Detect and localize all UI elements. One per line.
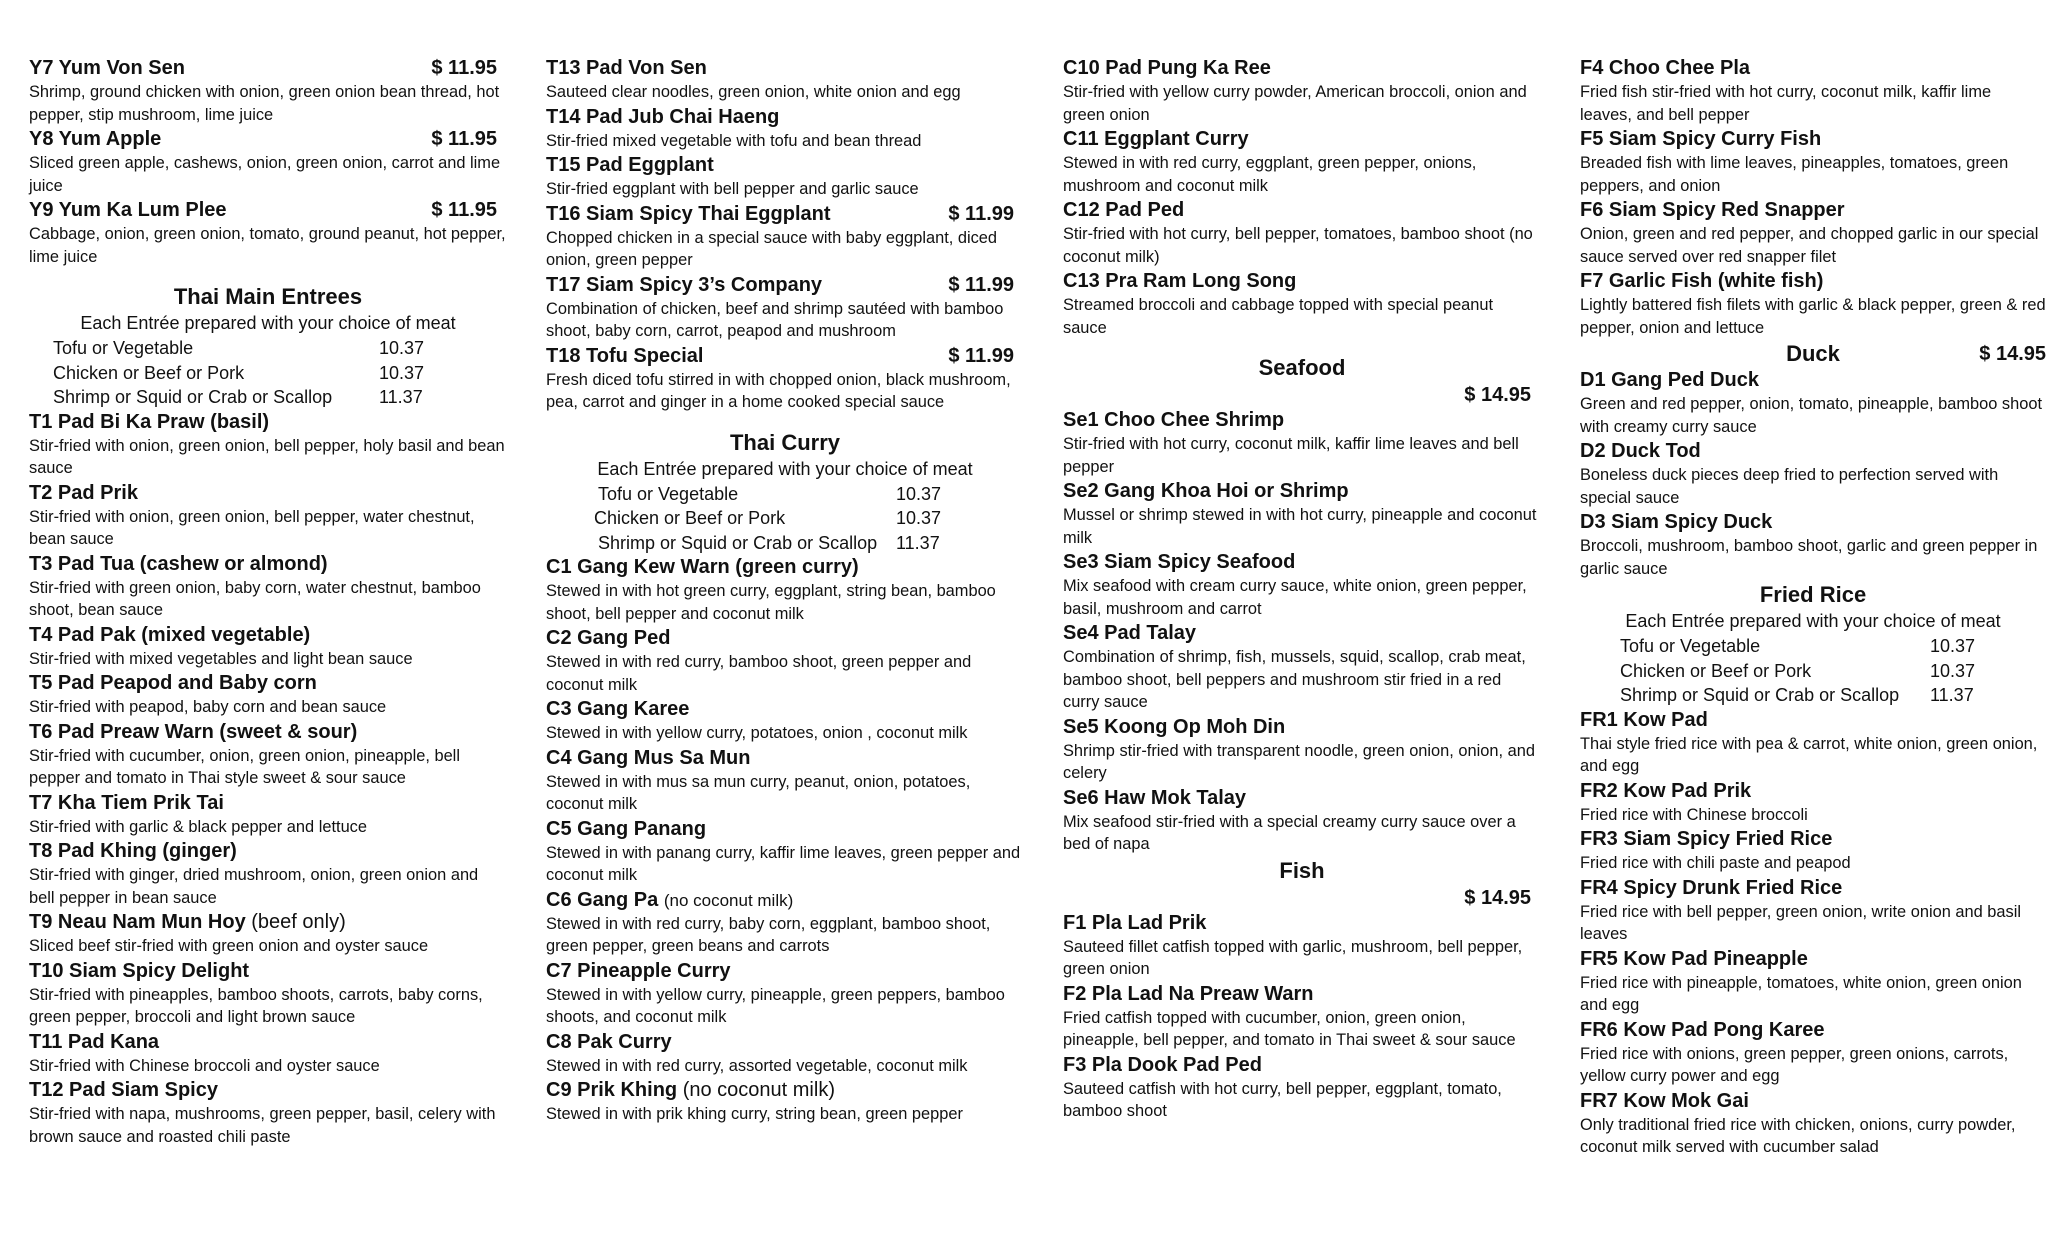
choice-label: Chicken or Beef or Pork (1620, 660, 1812, 681)
item-description: Fried rice with Chinese broccoli (1580, 805, 1808, 824)
item-name: Se2 Gang Khoa Hoi or Shrimp (1063, 480, 1349, 502)
menu-item (546, 746, 1024, 816)
item-name: F6 Siam Spicy Red Snapper (1580, 199, 1845, 221)
choice-price: 10.37 (379, 362, 425, 383)
section-title-fish: Fish (1279, 857, 1325, 883)
menu-item (1580, 439, 2046, 509)
menu-item (546, 153, 1024, 201)
item-name: C11 Eggplant Curry (1063, 128, 1249, 150)
item-name: F1 Pla Lad Prik (1063, 911, 1207, 934)
choice-label: Shrimp or Squid or Crab or Scallop (598, 532, 878, 553)
menu-item (29, 127, 507, 197)
choice-row (546, 531, 1024, 556)
item-description: Stewed in with hot green curry, eggplant, string bean, bamboo shoot, bell pepper and coconut milk (546, 582, 996, 623)
choice-price: 11.37 (1930, 685, 1974, 705)
item-description: Mix seafood stir-fried with a special creamy curry sauce over a bed of napa (1063, 812, 1516, 853)
item-name: T13 Pad Von Sen (546, 57, 707, 79)
item-name: T11 Pad Kana (29, 1030, 160, 1053)
item-description: Sliced green apple, cashews, onion, green onion, carrot and lime juice (29, 154, 501, 195)
item-name: T15 Pad Eggplant (546, 154, 714, 176)
menu-column-1 (29, 56, 507, 1149)
section-price: $ 14.95 (1979, 343, 2046, 365)
menu-item (1063, 621, 1541, 714)
menu-item (29, 1030, 507, 1078)
item-description: Stewed in with yellow curry, potatoes, onion , coconut milk (546, 724, 968, 742)
item-name: T6 Pad Preaw Warn (sweet & sour) (29, 720, 358, 743)
menu-item (1580, 876, 2046, 946)
item-note: (beef only) (251, 911, 346, 933)
menu-item (1063, 550, 1541, 620)
item-description: Fried rice with chili paste and peapod (1580, 854, 1851, 872)
item-name: C2 Gang Ped (546, 627, 671, 649)
menu-item (29, 910, 507, 958)
item-name: T5 Pad Peapod and Baby corn (29, 672, 317, 694)
item-description: Stir-fried with yellow curry powder, American broccoli, onion and green onion (1063, 83, 1527, 124)
item-description: Sauteed clear noodles, green onion, white onion and egg (546, 83, 961, 101)
choice-intro: Each Entrée prepared with your choice of meat (80, 313, 456, 333)
item-name: T2 Pad Prik (29, 481, 138, 504)
item-description: Boneless duck pieces deep fried to perfection served with special sauce (1580, 466, 1999, 507)
item-name: FR2 Kow Pad Prik (1580, 779, 1752, 802)
section-price: $ 14.95 (1464, 886, 1531, 909)
menu-item (546, 626, 1024, 696)
choice-row (1580, 659, 2046, 684)
section-title-thai-curry: Thai Curry (729, 429, 841, 455)
choice-row (29, 361, 507, 386)
item-note: (no coconut milk) (682, 1079, 835, 1101)
menu-item (1580, 510, 2046, 580)
item-name: C9 Prik Khing (546, 1079, 678, 1101)
item-price: $ 11.99 (948, 344, 1014, 367)
item-description: Stir-fried with pineapples, bamboo shoots, carrots, baby corns, green pepper, broccoli and light brown sauce (29, 985, 483, 1026)
item-name: C3 Gang Karee (546, 698, 690, 720)
item-description: Stewed in with panang curry, kaffir lime leaves, green pepper and coconut milk (546, 843, 1021, 884)
item-name: FR4 Spicy Drunk Fried Rice (1580, 876, 1843, 899)
section-price: $ 14.95 (1464, 384, 1531, 406)
choice-label: Tofu or Vegetable (1620, 636, 1761, 656)
menu-item (29, 839, 507, 909)
item-description: Stir-fried mixed vegetable with tofu and bean thread (546, 131, 922, 150)
item-name: Se5 Koong Op Moh Din (1063, 715, 1286, 738)
item-description: Mussel or shrimp stewed in with hot curry, pineapple and coconut milk (1063, 506, 1537, 547)
item-description: Fried rice with onions, green pepper, green onions, carrots, yellow curry power and egg (1580, 1044, 2009, 1085)
menu-item (1580, 198, 2046, 268)
item-name: FR6 Kow Pad Pong Karee (1580, 1018, 1825, 1041)
menu-item (1580, 269, 2046, 339)
item-name: C12 Pad Ped (1063, 199, 1185, 221)
item-description: Sauteed catfish with hot curry, bell pepper, eggplant, tomato, bamboo shoot (1063, 1079, 1502, 1120)
menu-column-4 (1580, 56, 2046, 1160)
item-description: Stir-fried with onion, green onion, bell pepper, water chestnut, bean sauce (29, 507, 475, 548)
section-title-thai-main-entrees: Thai Main Entrees (173, 284, 363, 309)
menu-item (29, 623, 507, 671)
item-description: Only traditional fried rice with chicken, onions, curry powder, coconut milk served with cucumber salad (1580, 1115, 2016, 1156)
menu-item (29, 56, 507, 126)
item-description: Cabbage, onion, green onion, tomato, ground peanut, hot pepper, lime juice (29, 225, 506, 266)
menu-item (1580, 708, 2046, 778)
item-description: Breaded fish with lime leaves, pineapples, tomatoes, green peppers, and onion (1580, 154, 2009, 195)
item-name: T7 Kha Tiem Prik Tai (29, 791, 224, 814)
item-description: Stir-fried eggplant with bell pepper and garlic sauce (546, 180, 919, 198)
item-description: Stewed in with prik khing curry, string bean, green pepper (546, 1105, 963, 1123)
choice-row (546, 506, 1024, 531)
menu-item (1580, 1018, 2046, 1088)
item-name: C6 Gang Pa (546, 888, 659, 911)
item-name: F3 Pla Dook Pad Ped (1063, 1053, 1262, 1076)
menu-item (29, 791, 507, 839)
item-name: T9 Neau Nam Mun Hoy (29, 911, 246, 933)
item-name: T18 Tofu Special (546, 344, 704, 367)
item-description: Broccoli, mushroom, bamboo shoot, garlic and green pepper in garlic sauce (1580, 537, 2038, 578)
item-name: T3 Pad Tua (cashew or almond) (29, 552, 328, 575)
choice-label: Shrimp or Squid or Crab or Scallop (53, 387, 333, 407)
item-name: T1 Pad Bi Ka Praw (basil) (29, 410, 270, 433)
choice-label: Chicken or Beef or Pork (594, 508, 786, 528)
item-description: Fried catfish topped with cucumber, onion, green onion, pineapple, bell pepper, and tomato in Thai sweet & sour sauce (1063, 1008, 1516, 1049)
menu-item (29, 720, 507, 790)
item-description: Mix seafood with cream curry sauce, white onion, green pepper, basil, mushroom and carrot (1063, 577, 1527, 618)
choice-price: 11.37 (896, 532, 940, 553)
item-description: Chopped chicken in a special sauce with baby eggplant, diced onion, green pepper (546, 228, 998, 269)
choice-label: Shrimp or Squid or Crab or Scallop (1620, 685, 1900, 705)
menu-column-3 (1063, 56, 1541, 1124)
item-description: Onion, green and red pepper, and chopped garlic in our special sauce served over red snapper filet (1580, 225, 2039, 266)
item-description: Stir-fried with onion, green onion, bell pepper, holy basil and bean sauce (29, 436, 505, 477)
item-description: Stir-fried with hot curry, coconut milk, kaffir lime leaves and bell pepper (1063, 435, 1519, 476)
item-name: C5 Gang Panang (546, 817, 707, 840)
item-name: T10 Siam Spicy Delight (29, 959, 250, 982)
item-name: T16 Siam Spicy Thai Eggplant (546, 202, 831, 225)
menu-item (546, 105, 1024, 153)
menu-item (29, 1078, 507, 1148)
item-name: C1 Gang Kew Warn (green curry) (546, 556, 859, 578)
item-description: Stewed in with red curry, bamboo shoot, green pepper and coconut milk (546, 653, 972, 694)
menu-item (1063, 715, 1541, 785)
choice-price: 10.37 (896, 508, 942, 528)
item-description: Stir-fried with peapod, baby corn and bean sauce (29, 698, 387, 716)
item-price: $ 11.95 (431, 128, 497, 150)
item-description: Streamed broccoli and cabbage topped with special peanut sauce (1063, 296, 1494, 337)
menu-column-2 (546, 56, 1024, 1127)
item-name: C7 Pineapple Curry (546, 959, 731, 982)
section-title-seafood: Seafood (1258, 355, 1346, 380)
menu-item (546, 273, 1024, 343)
menu-item (546, 56, 1024, 104)
item-name: C8 Pak Curry (546, 1030, 672, 1053)
item-name: F7 Garlic Fish (white fish) (1580, 270, 1824, 292)
item-description: Stir-fried with cucumber, onion, green onion, pineapple, bell pepper and tomato in Thai style sweet & sour sauce (29, 746, 460, 787)
item-note: (no coconut milk) (663, 890, 794, 910)
menu-item (546, 1078, 1024, 1126)
item-description: Stir-fried with ginger, dried mushroom, onion, green onion and bell pepper in bean sauce (29, 866, 479, 907)
item-description: Stir-fried with Chinese broccoli and oyster sauce (29, 1056, 380, 1075)
choice-label: Tofu or Vegetable (598, 483, 739, 504)
item-description: Stir-fried with napa, mushrooms, green pepper, basil, celery with brown sauce and roasted chili paste (29, 1105, 496, 1146)
menu-item (546, 202, 1024, 272)
choice-price: 11.37 (379, 387, 423, 407)
item-name: C4 Gang Mus Sa Mun (546, 746, 751, 769)
item-name: F2 Pla Lad Na Preaw Warn (1063, 982, 1314, 1005)
choice-row (1580, 634, 2046, 659)
duck-header (1580, 340, 2046, 368)
choice-row (29, 336, 507, 361)
menu-item (546, 888, 1024, 958)
choice-label: Tofu or Vegetable (53, 338, 194, 358)
section-title-duck: Duck (1786, 341, 1840, 366)
menu-item (546, 344, 1024, 414)
menu-item (546, 697, 1024, 745)
choice-price: 10.37 (1930, 636, 1976, 656)
menu-item (1580, 827, 2046, 875)
item-description: Stewed in with mus sa mun curry, peanut, onion, potatoes, coconut milk (546, 772, 971, 813)
item-name: F5 Siam Spicy Curry Fish (1580, 128, 1822, 150)
item-name: D3 Siam Spicy Duck (1580, 511, 1773, 533)
menu-item (1063, 982, 1541, 1052)
item-name: Y7 Yum Von Sen (29, 57, 185, 79)
choice-row (546, 482, 1024, 507)
menu-item (1063, 198, 1541, 268)
menu-item (29, 959, 507, 1029)
item-description: Lightly battered fish filets with garlic & black pepper, green & red pepper, onion and lettuce (1580, 296, 2046, 337)
menu-item (1580, 56, 2046, 126)
item-name: C13 Pra Ram Long Song (1063, 270, 1297, 292)
item-price: $ 11.99 (948, 273, 1014, 296)
item-description: Sliced beef stir-fried with green onion and oyster sauce (29, 937, 429, 955)
menu-item (1063, 56, 1541, 126)
choice-label: Chicken or Beef or Pork (53, 362, 245, 383)
menu-item (1580, 368, 2046, 438)
choice-price: 10.37 (896, 483, 942, 504)
item-name: C10 Pad Pung Ka Ree (1063, 57, 1271, 79)
menu-item (29, 198, 507, 268)
menu-item (546, 817, 1024, 887)
item-description: Combination of chicken, beef and shrimp sautéed with bamboo shoot, baby corn, carrot, peapod and mushroom (546, 299, 1004, 340)
section-title-fried-rice: Fried Rice (1759, 582, 1867, 607)
item-name: Se4 Pad Talay (1063, 622, 1197, 644)
item-description: Stewed in with yellow curry, pineapple, green peppers, bamboo shoots, and coconut milk (546, 985, 1005, 1026)
choice-price: 10.37 (379, 338, 425, 358)
menu-item (546, 1030, 1024, 1078)
item-description: Stir-fried with green onion, baby corn, water chestnut, bamboo shoot, bean sauce (29, 578, 481, 619)
item-description: Shrimp, ground chicken with onion, green onion bean thread, hot pepper, stip mushroom, lime juice (29, 83, 500, 124)
item-description: Combination of shrimp, fish, mussels, squid, scallop, crab meat, bamboo shoot, bell peppers and mushroom stir fried in a red curry sauce (1063, 648, 1526, 711)
item-name: FR3 Siam Spicy Fried Rice (1580, 828, 1833, 850)
menu-item (546, 959, 1024, 1029)
item-price: $ 11.95 (431, 199, 497, 221)
menu-item (546, 555, 1024, 625)
menu-item (29, 410, 507, 480)
item-name: Y9 Yum Ka Lum Plee (29, 199, 227, 221)
item-description: Fresh diced tofu stirred in with chopped onion, black mushroom, pea, carrot and ginger in a home cooked special sauce (546, 370, 1011, 411)
item-description: Fried rice with bell pepper, green onion, write onion and basil leaves (1580, 902, 2021, 943)
menu-item (29, 481, 507, 551)
item-name: FR1 Kow Pad (1580, 708, 1708, 731)
item-description: Shrimp stir-fried with transparent noodle, green onion, onion, and celery (1063, 741, 1535, 782)
menu-item (1580, 1089, 2046, 1159)
menu-item (29, 671, 507, 719)
item-description: Thai style fried rice with pea & carrot, white onion, green onion, and egg (1580, 734, 2038, 775)
item-description: Fried fish stir-fried with hot curry, coconut milk, kaffir lime leaves, and bell pepper (1580, 83, 1992, 124)
menu-item (1063, 408, 1541, 478)
menu-item (1063, 269, 1541, 339)
item-name: FR5 Kow Pad Pineapple (1580, 947, 1808, 970)
item-description: Green and red pepper, onion, tomato, pineapple, bamboo shoot with creamy curry sauce (1580, 395, 2043, 436)
item-name: F4 Choo Chee Pla (1580, 57, 1751, 79)
item-description: Stewed in with red curry, eggplant, green pepper, onions, mushroom and coconut milk (1063, 154, 1477, 195)
menu-item (1580, 947, 2046, 1017)
item-name: Se1 Choo Chee Shrimp (1063, 409, 1285, 431)
menu-item (1063, 786, 1541, 856)
item-price: $ 11.99 (948, 202, 1014, 225)
item-name: T4 Pad Pak (mixed vegetable) (29, 623, 311, 646)
menu-item (1063, 911, 1541, 981)
menu-item (1063, 127, 1541, 197)
item-price: $ 11.95 (431, 57, 497, 79)
menu-item (29, 552, 507, 622)
item-description: Stir-fried with mixed vegetables and light bean sauce (29, 649, 413, 668)
menu-item (1580, 127, 2046, 197)
item-name: T17 Siam Spicy 3’s Company (546, 273, 823, 296)
menu-item (1063, 479, 1541, 549)
menu-item (1063, 1053, 1541, 1123)
choice-row (1580, 683, 2046, 708)
item-description: Stewed in with red curry, assorted vegetable, coconut milk (546, 1056, 968, 1075)
item-name: D1 Gang Ped Duck (1580, 369, 1759, 391)
item-name: T12 Pad Siam Spicy (29, 1079, 218, 1101)
item-name: T14 Pad Jub Chai Haeng (546, 105, 780, 128)
item-description: Stewed in with red curry, baby corn, eggplant, bamboo shoot, green pepper, green beans and carrots (546, 914, 991, 955)
item-name: Se3 Siam Spicy Seafood (1063, 551, 1296, 573)
item-name: Y8 Yum Apple (29, 128, 162, 150)
item-name: D2 Duck Tod (1580, 440, 1701, 462)
item-description: Sauteed fillet catfish topped with garlic, mushroom, bell pepper, green onion (1063, 937, 1523, 978)
item-name: T8 Pad Khing (ginger) (29, 840, 237, 862)
item-name: Se6 Haw Mok Talay (1063, 786, 1247, 809)
choice-row (29, 385, 507, 410)
item-description: Fried rice with pineapple, tomatoes, white onion, green onion and egg (1580, 973, 2022, 1014)
item-description: Stir-fried with hot curry, bell pepper, tomatoes, bamboo shoot (no coconut milk) (1063, 225, 1533, 266)
choice-intro: Each Entrée prepared with your choice of meat (597, 458, 973, 479)
menu-item (1580, 779, 2046, 827)
choice-price: 10.37 (1930, 660, 1976, 681)
item-description: Stir-fried with garlic & black pepper and lettuce (29, 817, 367, 836)
item-name: FR7 Kow Mok Gai (1580, 1089, 1749, 1112)
choice-intro: Each Entrée prepared with your choice of meat (1625, 611, 2001, 631)
